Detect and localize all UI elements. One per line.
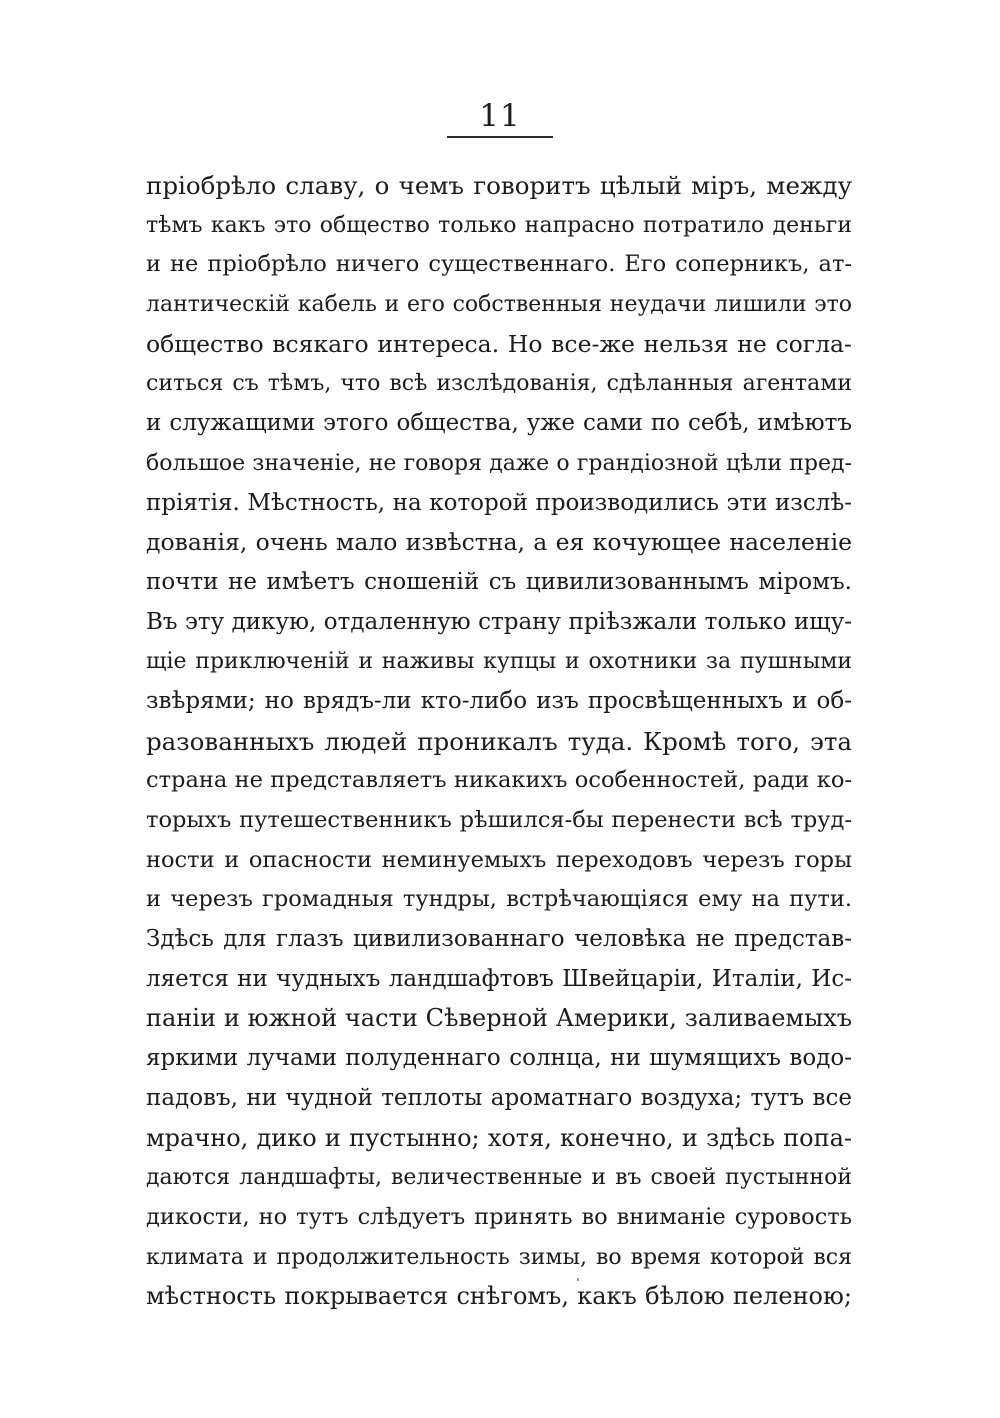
- text-line: и черезъ громадныя тундры, встрѣчающіяся ему на пути.: [146, 886, 852, 913]
- text-line: пріятія. Мѣстность, на которой производились эти изслѣ-: [146, 489, 852, 516]
- text-line: страна не представляетъ никакихъ особенностей, ради ко-: [146, 767, 852, 794]
- text-line: дикости, но тутъ слѣдуетъ принять во вниманіе суровость: [146, 1203, 852, 1230]
- text-line: тѣмъ какъ это общество только напрасно потратило деньги: [146, 212, 852, 238]
- text-line: мѣстность покрывается снѣгомъ, какъ бѣлою пеленою;: [146, 1282, 852, 1311]
- text-line: и не пріобрѣло ничего существеннаго. Его соперникъ, ат-: [146, 251, 852, 278]
- text-line: пріобрѣло славу, о чемъ говоритъ цѣлый міръ, между: [146, 171, 852, 200]
- page-number-rule: [447, 136, 553, 138]
- text-line: ляется ни чудныхъ ландшафтовъ Швейцаріи, Италіи, Ис-: [146, 965, 852, 992]
- text-line: разованныхъ людей проникалъ туда. Кромѣ того, эта: [146, 726, 852, 756]
- text-line: падовъ, ни чудной теплоты ароматнаго воздуха; тутъ все: [146, 1084, 852, 1111]
- text-line: Здѣсь для глазъ цивилизованнаго человѣка не представ-: [146, 926, 852, 953]
- text-line: климата и продолжительность зимы, во время которой вся: [146, 1244, 852, 1270]
- text-line: яркими лучами полуденнаго солнца, ни шумящихъ водо-: [146, 1045, 852, 1072]
- page-number: 11: [479, 98, 521, 134]
- text-line: ситься съ тѣмъ, что всѣ изслѣдованія, сдѣланныя агентами: [146, 371, 852, 397]
- text-line: звѣрями; но врядъ-ли кто-либо изъ просвѣщенныхъ и об-: [146, 687, 852, 714]
- text-line: щіе приключеній и наживы купцы и охотники за пушными: [146, 649, 852, 675]
- text-line: паніи и южной части Сѣверной Америки, заливаемыхъ: [146, 1004, 852, 1033]
- scan-speck: [577, 1278, 579, 1281]
- text-line: ности и опасности неминуемыхъ переходовъ черезъ горы: [146, 846, 852, 873]
- text-line: дованія, очень мало извѣстна, а ея кочующее населеніе: [146, 528, 852, 557]
- text-line: большое значеніе, не говоря даже о грандіозной цѣли пред-: [146, 450, 852, 476]
- text-line: мрачно, дико и пустынно; хотя, конечно, и здѣсь попа-: [146, 1123, 852, 1152]
- body-text: [146, 166, 852, 1317]
- text-line: и служащими этого общества, уже сами по себѣ, имѣютъ: [146, 410, 852, 437]
- text-line: общество всякаго интереса. Но все-же нельзя не согла-: [146, 329, 852, 358]
- text-line: Въ эту дикую, отдаленную страну пріѣзжали только ищу-: [146, 608, 852, 635]
- text-line: даются ландшафты, величественные и въ своей пустынной: [146, 1165, 852, 1191]
- text-line: торыхъ путешественникъ рѣшился-бы перенести всѣ труд-: [146, 807, 852, 833]
- text-line: лантическій кабель и его собственныя неудачи лишили это: [146, 292, 852, 318]
- text-line: почти не имѣетъ сношеній съ цивилизованнымъ міромъ.: [146, 568, 852, 595]
